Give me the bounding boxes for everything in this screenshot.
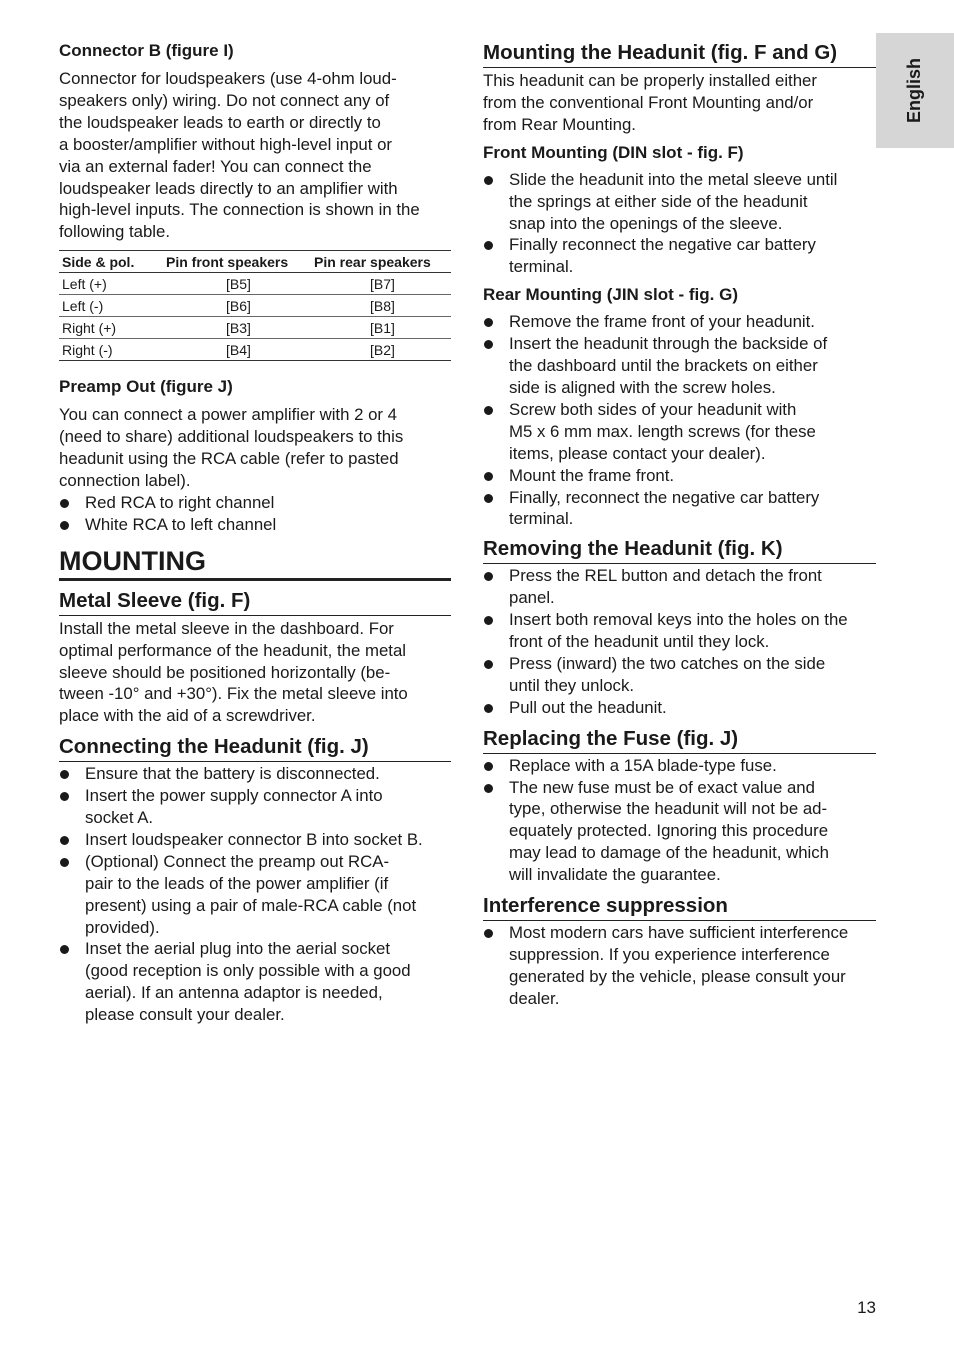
- text-line: place with the aid of a screwdriver.: [59, 706, 316, 726]
- list-item-line: items, please contact your dealer).: [509, 443, 766, 463]
- table-row: [59, 273, 451, 295]
- list-item-line: snap into the openings of the sleeve.: [509, 213, 783, 233]
- table-cell-rear: [B1]: [311, 317, 451, 339]
- page-number: 13: [857, 1298, 876, 1317]
- table-cell-front: [B6]: [163, 295, 311, 317]
- front-mounting-heading: Front Mounting (DIN slot - fig. F): [483, 142, 744, 162]
- text-line: high-level inputs. The connection is shown in the: [59, 200, 420, 220]
- table-header-row: [59, 251, 451, 273]
- list-item-line: Pull out the headunit.: [509, 697, 667, 717]
- table-cell-rear: [B8]: [311, 295, 451, 317]
- list-item: [59, 938, 451, 1026]
- list-item: [483, 922, 876, 1010]
- text-line: You can connect a power amplifier with 2 or 4: [59, 405, 397, 425]
- table-cell-side: Right (-): [62, 341, 113, 358]
- list-item-line: dealer.: [509, 988, 560, 1008]
- list-item-line: provided).: [85, 917, 160, 937]
- list-item: [483, 399, 876, 465]
- list-item-line: (good reception is only possible with a good: [85, 961, 411, 981]
- list-item: [59, 763, 451, 785]
- list-item-line: the dashboard until the brackets on either: [509, 356, 818, 376]
- table-cell-rear: [B7]: [311, 273, 451, 295]
- list-item: [483, 777, 876, 887]
- list-item: [483, 169, 876, 235]
- left-column: [59, 40, 451, 1026]
- table-header-rear: Pin rear speakers: [311, 251, 451, 273]
- table-cell-side: Right (+): [59, 317, 163, 339]
- table-row: [59, 295, 451, 317]
- front-mounting-list: [483, 169, 876, 279]
- text-line: loudspeaker leads directly to an amplifier with: [59, 178, 398, 198]
- list-item: [59, 851, 451, 939]
- list-item-line: equately protected. Ignoring this procedure: [509, 821, 829, 841]
- list-item-line: will invalidate the guarantee.: [509, 865, 721, 885]
- list-item-line: (Optional) Connect the preamp out RCA-: [85, 851, 390, 871]
- connector-b-paragraph: [59, 68, 451, 243]
- text-line: connection label).: [59, 470, 191, 490]
- text-line: sleeve should be positioned horizontally (be-: [59, 662, 391, 682]
- list-item-line: terminal.: [509, 509, 574, 529]
- table-cell-side: Left (+): [59, 273, 163, 295]
- list-item-line: the springs at either side of the headunit: [509, 191, 808, 211]
- list-item-line: please consult your dealer.: [85, 1005, 285, 1025]
- list-item-line: terminal.: [509, 257, 574, 277]
- interference-list: [483, 922, 876, 1010]
- interference-heading: Interference suppression: [483, 893, 876, 921]
- list-item-line: Finally reconnect the negative car battery: [509, 235, 816, 255]
- speaker-pin-table: [59, 250, 451, 361]
- text-line: This headunit can be properly installed either: [483, 71, 817, 90]
- text-line: following table.: [59, 222, 171, 242]
- language-tab: [876, 33, 954, 148]
- text-line: via an external fader! You can connect the: [59, 156, 372, 176]
- list-item-line: Press the REL button and detach the front: [509, 566, 822, 586]
- list-item: [59, 514, 451, 536]
- table-header-side: Side & pol.: [59, 251, 163, 273]
- list-item-line: type, otherwise the headunit will not be ad-: [509, 799, 828, 819]
- table-cell-side: Left (-): [59, 295, 163, 317]
- list-item-line: Remove the frame front of your headunit.: [509, 312, 815, 332]
- fuse-list: [483, 755, 876, 886]
- table-row: [59, 339, 451, 361]
- mounting-headunit-heading: Mounting the Headunit (fig. F and G): [483, 40, 876, 68]
- table-row: [59, 317, 451, 339]
- list-item-line: Insert the power supply connector A into: [85, 786, 383, 806]
- list-item: [483, 311, 876, 333]
- text-line: tween -10° and +30°). Fix the metal sleeve into: [59, 684, 408, 704]
- list-item-line: Press (inward) the two catches on the side: [509, 653, 826, 673]
- list-item: [483, 653, 876, 697]
- list-item: [483, 697, 876, 719]
- preamp-heading: Preamp Out (figure J): [59, 377, 233, 397]
- list-item-line: Most modern cars have sufficient interference: [509, 923, 849, 943]
- list-item-line: may lead to damage of the headunit, which: [509, 843, 829, 863]
- list-item-line: The new fuse must be of exact value and: [509, 777, 815, 797]
- text-line: (need to share) additional loudspeakers to this: [59, 427, 404, 447]
- list-item: [483, 234, 876, 278]
- list-item: [483, 755, 876, 777]
- list-item-line: Ensure that the battery is disconnected.: [85, 764, 380, 784]
- table-cell-front: [B4]: [226, 341, 251, 358]
- rear-mounting-list: [483, 311, 876, 530]
- list-item-line: White RCA to left channel: [85, 514, 277, 534]
- list-item: [483, 609, 876, 653]
- list-item-line: Insert both removal keys into the holes on the: [509, 610, 848, 630]
- text-line: Install the metal sleeve in the dashboard. For: [59, 618, 394, 638]
- removing-heading: Removing the Headunit (fig. K): [483, 536, 876, 564]
- text-line: the loudspeaker leads to earth or directly to: [59, 112, 381, 132]
- list-item-line: suppression. If you experience interference: [509, 945, 830, 964]
- table-cell-front: [B3]: [163, 317, 311, 339]
- language-label: English: [904, 57, 925, 124]
- preamp-paragraph: [59, 404, 451, 492]
- text-line: optimal performance of the headunit, the metal: [59, 640, 407, 660]
- connecting-list: [59, 763, 451, 1026]
- list-item-line: Insert the headunit through the backside of: [509, 334, 828, 354]
- text-line: speakers only) wiring. Do not connect any of: [59, 90, 390, 110]
- list-item-line: Red RCA to right channel: [85, 492, 275, 512]
- list-item-line: aerial). If an antenna adaptor is needed,: [85, 983, 383, 1003]
- list-item-line: Screw both sides of your headunit with: [509, 399, 797, 419]
- removing-list: [483, 565, 876, 718]
- list-item-line: side is aligned with the screw holes.: [509, 377, 776, 397]
- text-line: a booster/amplifier without high-level input or: [59, 134, 393, 154]
- list-item-line: Slide the headunit into the metal sleeve until: [509, 169, 838, 189]
- mounting-title: MOUNTING: [59, 545, 451, 581]
- list-item-line: generated by the vehicle, please consult your: [509, 966, 846, 986]
- text-line: Connector for loudspeakers (use 4-ohm loud-: [59, 69, 397, 88]
- list-item: [483, 333, 876, 399]
- list-item-line: socket A.: [85, 808, 154, 828]
- mounting-headunit-paragraph: [483, 70, 876, 136]
- text-line: headunit using the RCA cable (refer to pasted: [59, 449, 399, 469]
- preamp-list: [59, 492, 451, 536]
- list-item-line: Replace with a 15A blade-type fuse.: [509, 755, 777, 775]
- fuse-heading: Replacing the Fuse (fig. J): [483, 726, 876, 754]
- metal-sleeve-paragraph: [59, 618, 451, 728]
- list-item: [59, 829, 451, 851]
- list-item-line: Mount the frame front.: [509, 465, 675, 485]
- metal-sleeve-heading: Metal Sleeve (fig. F): [59, 588, 451, 616]
- rear-mounting-heading: Rear Mounting (JIN slot - fig. G): [483, 285, 738, 305]
- connecting-heading: Connecting the Headunit (fig. J): [59, 734, 451, 762]
- right-column: [483, 40, 876, 1010]
- text-line: from the conventional Front Mounting and/or: [483, 92, 814, 112]
- connector-b-heading: Connector B (figure I): [59, 41, 234, 60]
- list-item-line: present) using a pair of male-RCA cable (not: [85, 895, 417, 915]
- list-item-line: Finally, reconnect the negative car battery: [509, 487, 820, 507]
- list-item-line: Insert loudspeaker connector B into socket B.: [85, 829, 423, 849]
- list-item-line: panel.: [509, 588, 555, 608]
- table-cell-rear: [B2]: [370, 341, 395, 358]
- list-item: [59, 492, 451, 514]
- list-item-line: front of the headunit until they lock.: [509, 632, 770, 652]
- list-item-line: Inset the aerial plug into the aerial socket: [85, 939, 391, 959]
- list-item: [59, 785, 451, 829]
- text-line: from Rear Mounting.: [483, 114, 636, 134]
- list-item-line: M5 x 6 mm max. length screws (for these: [509, 421, 816, 441]
- table-header-front: Pin front speakers: [163, 251, 311, 273]
- list-item: [483, 565, 876, 609]
- table-cell-front: [B5]: [163, 273, 311, 295]
- list-item-line: until they unlock.: [509, 675, 634, 695]
- list-item-line: pair to the leads of the power amplifier (if: [85, 873, 389, 893]
- list-item: [483, 487, 876, 531]
- list-item: [483, 465, 876, 487]
